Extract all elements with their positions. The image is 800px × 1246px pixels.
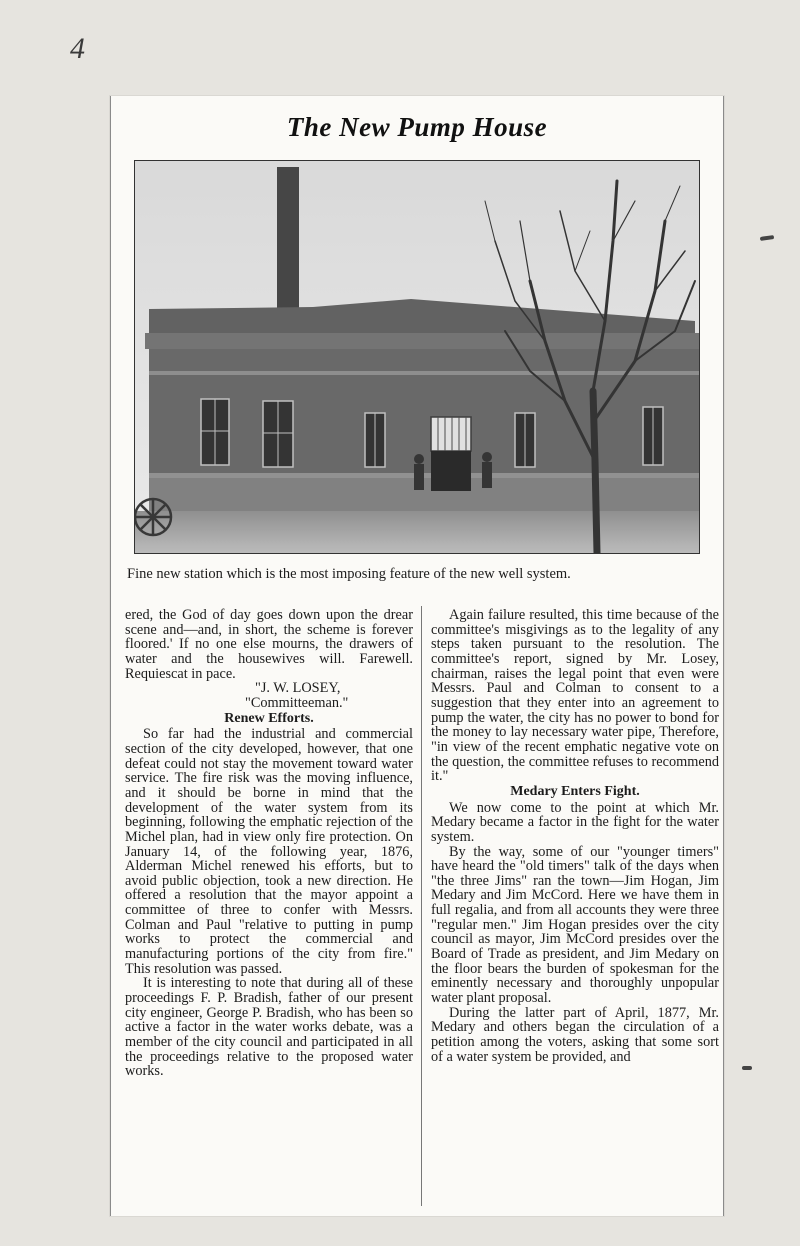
signature-title: "Committeeman." <box>245 694 349 711</box>
column-divider <box>421 606 422 1206</box>
signature-name: "J. W. LOSEY, <box>255 680 341 697</box>
left-column <box>125 608 413 1079</box>
paragraph: ered, the God of day goes down upon the drear scene and—and, in short, the scheme is forever floored.' If no one else mourns, the drawers of water and the housewives will. Farewell. Requiescat in pace. <box>125 607 413 682</box>
article-headline: The New Pump House <box>286 112 548 142</box>
section-subhead: Medary Enters Fight. <box>510 783 640 799</box>
pump-house-illustration <box>135 161 699 553</box>
right-column <box>431 608 719 1064</box>
section-subhead: Renew Efforts. <box>224 710 314 726</box>
pump-house-photo <box>134 160 700 554</box>
margin-mark <box>760 235 774 241</box>
paragraph: It is interesting to note that during all of these proceedings F. P. Bradish, father of our present city engineer, George P. Bradish, who has been so active a factor in the water works debate, was a member of the city council and participated in all the proceedings relative to the proposed water works. <box>125 975 413 1080</box>
paragraph: During the latter part of April, 1877, Mr. Medary and others began the circulation of a petition among the voters, asking that some sort of a water system be provided, and <box>431 1004 719 1065</box>
paragraph: Again failure resulted, this time because of the committee's misgivings as to the legality of any steps taken pursuant to the resolution. The committee's report, signed by Mr. Losey, chairman, raises the legal point that even were Messrs. Paul and Colman to consent to a suggestion that they enter into an agreement to pump the water, the city has no power to bond for the money to lay necessary water pipe, Therefore, "in view of the recent emphatic negative vote on the question, the committee refuses to recommend it." <box>431 607 719 785</box>
photo-caption: Fine new station which is the most imposing feature of the new well system. <box>127 566 571 582</box>
page-number: 4 <box>70 32 85 65</box>
margin-mark <box>742 1066 752 1070</box>
newspaper-clipping <box>110 96 724 1216</box>
paragraph: We now come to the point at which Mr. Medary became a factor in the fight for the water system. <box>431 799 719 845</box>
paragraph: By the way, some of our "younger timers" have heard the "old timers" talk of the days when "the three Jims" ran the town—Jim Hogan, Jim Medary and Jim McCord. Here we have them in full regalia, and from all accounts they were three "regular men." Jim Hogan presides over the city council as mayor, Jim McCord presides over the Board of Trade as president, and Jim Medary on the floor bears the burden of spokesman for the eminently necessary and thoroughly unpopular water plant proposal. <box>431 843 719 1007</box>
paragraph: So far had the industrial and commercial section of the city developed, however, that one defeat could not stay the movement toward water service. The fire risk was the moving influence, and it should be borne in mind that the development of the water system from its beginning, following the emphatic rejection of the Michel plan, had in view only fire protection. On January 14, of the following year, 1876, Alderman Michel renewed his efforts, but to avoid public objection, took a new direction. He offered a resolution that the mayor appoint a committee of three to confer with Messrs. Colman and Paul "relative to putting in pump works to protect the commercial and manufacturing portions of the city from fire." This resolution was passed. <box>125 726 413 977</box>
